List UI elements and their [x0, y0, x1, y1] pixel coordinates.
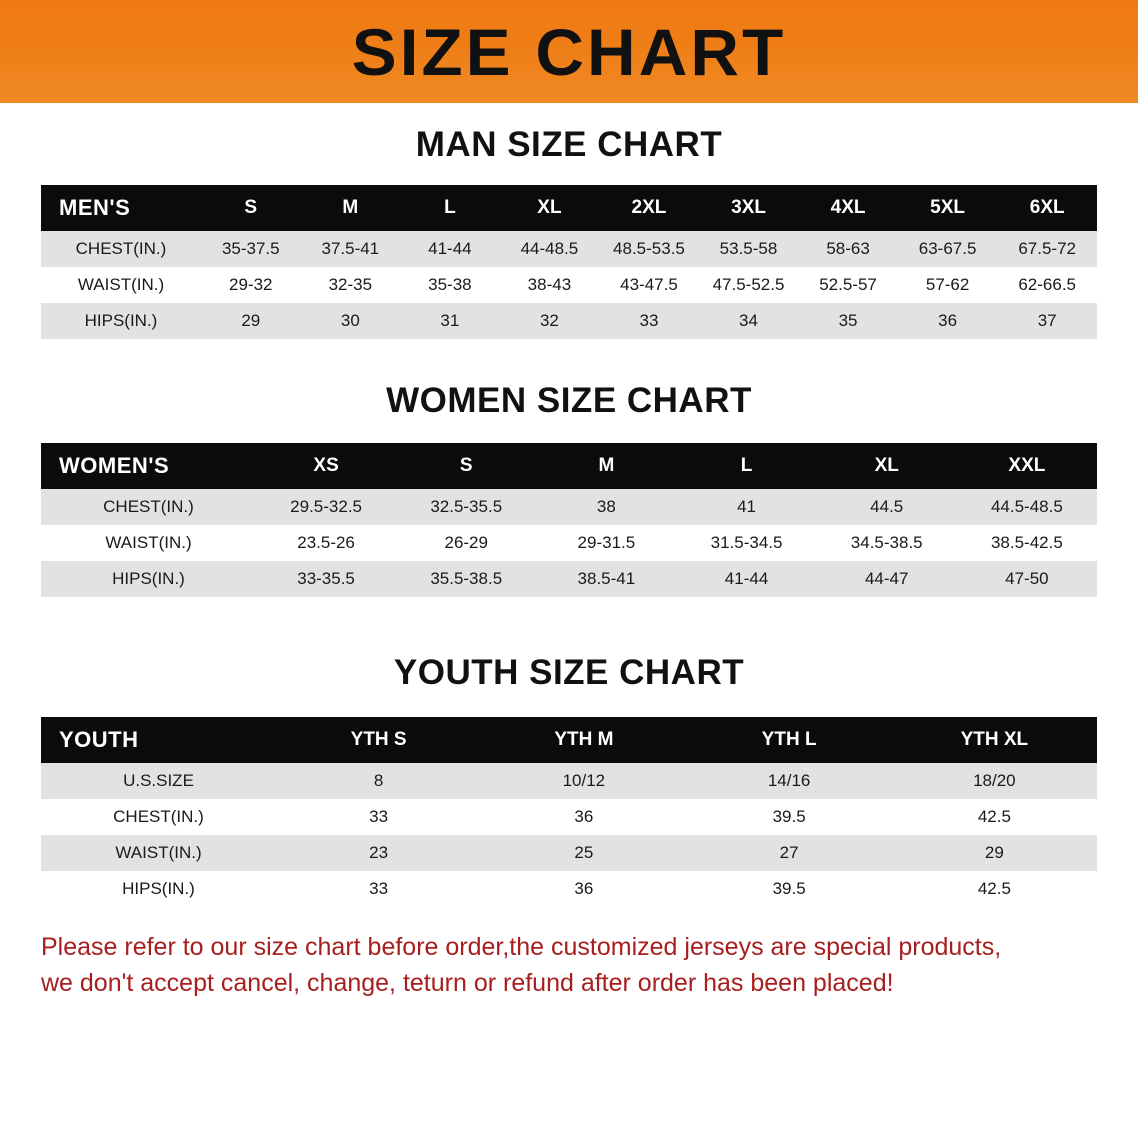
- man-header-cell: L: [400, 185, 500, 231]
- man-header-cell: 4XL: [798, 185, 898, 231]
- women-cell: 26-29: [396, 525, 536, 561]
- youth-cell: 10/12: [481, 763, 686, 799]
- women-cell: 23.5-26: [256, 525, 396, 561]
- table-row: [41, 231, 1097, 267]
- women-cell: 29.5-32.5: [256, 489, 396, 525]
- women-cell: 29-31.5: [536, 525, 676, 561]
- man-cell: 52.5-57: [798, 267, 898, 303]
- youth-header-cell: YTH S: [276, 717, 481, 763]
- women-row-label: CHEST(IN.): [41, 489, 256, 525]
- man-header-cell: 6XL: [997, 185, 1097, 231]
- youth-header-cell: YTH XL: [892, 717, 1097, 763]
- youth-cell: 8: [276, 763, 481, 799]
- man-cell: 31: [400, 303, 500, 339]
- table-row: [41, 871, 1097, 907]
- man-cell: 30: [301, 303, 401, 339]
- women-row-label: WAIST(IN.): [41, 525, 256, 561]
- man-cell: 35-37.5: [201, 231, 301, 267]
- man-header-cell: 3XL: [699, 185, 799, 231]
- youth-cell: 33: [276, 871, 481, 907]
- man-cell: 29: [201, 303, 301, 339]
- women-header-cell: XXL: [957, 443, 1097, 489]
- women-header-cell: L: [676, 443, 816, 489]
- man-cell: 35-38: [400, 267, 500, 303]
- women-cell: 38: [536, 489, 676, 525]
- man-cell: 47.5-52.5: [699, 267, 799, 303]
- women-cell: 38.5-41: [536, 561, 676, 597]
- women-section-heading: WOMEN SIZE CHART: [386, 381, 752, 420]
- man-cell: 37: [997, 303, 1097, 339]
- women-cell: 35.5-38.5: [396, 561, 536, 597]
- youth-row-label: WAIST(IN.): [41, 835, 276, 871]
- women-size-table: [41, 443, 1097, 597]
- youth-cell: 39.5: [687, 799, 892, 835]
- man-table-header-row: [41, 185, 1097, 231]
- man-cell: 63-67.5: [898, 231, 998, 267]
- women-cell: 41-44: [676, 561, 816, 597]
- women-cell: 44-47: [817, 561, 957, 597]
- man-cell: 38-43: [500, 267, 600, 303]
- man-cell: 36: [898, 303, 998, 339]
- man-header-cell: M: [301, 185, 401, 231]
- man-cell: 53.5-58: [699, 231, 799, 267]
- women-cell: 34.5-38.5: [817, 525, 957, 561]
- table-row: [41, 835, 1097, 871]
- page-banner: [0, 0, 1138, 103]
- women-cell: 41: [676, 489, 816, 525]
- youth-cell: 42.5: [892, 799, 1097, 835]
- women-cell: 31.5-34.5: [676, 525, 816, 561]
- women-header-cell: XS: [256, 443, 396, 489]
- youth-row-label: U.S.SIZE: [41, 763, 276, 799]
- youth-table-header-row: [41, 717, 1097, 763]
- youth-section-heading: YOUTH SIZE CHART: [393, 653, 745, 692]
- youth-row-label: HIPS(IN.): [41, 871, 276, 907]
- women-row-label: HIPS(IN.): [41, 561, 256, 597]
- table-row: [41, 561, 1097, 597]
- man-header-cell: XL: [500, 185, 600, 231]
- youth-cell: 36: [481, 871, 686, 907]
- man-cell: 62-66.5: [997, 267, 1097, 303]
- youth-cell: 39.5: [687, 871, 892, 907]
- table-row: [41, 303, 1097, 339]
- man-cell: 34: [699, 303, 799, 339]
- youth-header-cell: YTH L: [687, 717, 892, 763]
- man-cell: 37.5-41: [301, 231, 401, 267]
- man-section-heading: MAN SIZE CHART: [415, 125, 723, 164]
- youth-cell: 18/20: [892, 763, 1097, 799]
- man-cell: 35: [798, 303, 898, 339]
- table-row: [41, 489, 1097, 525]
- women-cell: 33-35.5: [256, 561, 396, 597]
- women-header-cell: S: [396, 443, 536, 489]
- youth-cell: 36: [481, 799, 686, 835]
- man-cell: 32-35: [301, 267, 401, 303]
- man-row-label: HIPS(IN.): [41, 303, 201, 339]
- youth-cell: 23: [276, 835, 481, 871]
- man-cell: 29-32: [201, 267, 301, 303]
- table-row: [41, 267, 1097, 303]
- women-table-header-row: [41, 443, 1097, 489]
- man-cell: 58-63: [798, 231, 898, 267]
- man-cell: 43-47.5: [599, 267, 699, 303]
- youth-table-wrap: [41, 717, 1097, 907]
- women-header-cell: M: [536, 443, 676, 489]
- women-cell: 38.5-42.5: [957, 525, 1097, 561]
- women-table-wrap: [41, 443, 1097, 597]
- man-size-table: [41, 185, 1097, 339]
- man-cell: 57-62: [898, 267, 998, 303]
- youth-cell: 14/16: [687, 763, 892, 799]
- women-cell: 44.5: [817, 489, 957, 525]
- man-row-label: CHEST(IN.): [41, 231, 201, 267]
- policy-note-line-1: Please refer to our size chart before order,the customized jerseys are special products,: [41, 933, 1002, 961]
- man-cell: 32: [500, 303, 600, 339]
- youth-header-cell: YTH M: [481, 717, 686, 763]
- table-row: [41, 525, 1097, 561]
- man-cell: 33: [599, 303, 699, 339]
- policy-note: [41, 929, 1097, 1002]
- man-row-label: WAIST(IN.): [41, 267, 201, 303]
- women-cell: 32.5-35.5: [396, 489, 536, 525]
- women-header-cell: WOMEN'S: [41, 443, 256, 489]
- page-title: SIZE CHART: [351, 14, 787, 89]
- youth-size-table: [41, 717, 1097, 907]
- man-cell: 44-48.5: [500, 231, 600, 267]
- policy-note-line-2: we don't accept cancel, change, teturn or refund after order has been placed!: [41, 969, 894, 998]
- table-row: [41, 799, 1097, 835]
- women-header-cell: XL: [817, 443, 957, 489]
- youth-cell: 29: [892, 835, 1097, 871]
- man-cell: 41-44: [400, 231, 500, 267]
- table-row: [41, 763, 1097, 799]
- youth-cell: 25: [481, 835, 686, 871]
- youth-cell: 42.5: [892, 871, 1097, 907]
- youth-cell: 33: [276, 799, 481, 835]
- man-header-cell: 5XL: [898, 185, 998, 231]
- man-table-wrap: [41, 185, 1097, 339]
- man-cell: 48.5-53.5: [599, 231, 699, 267]
- women-cell: 44.5-48.5: [957, 489, 1097, 525]
- youth-header-cell: YOUTH: [41, 717, 276, 763]
- women-cell: 47-50: [957, 561, 1097, 597]
- youth-row-label: CHEST(IN.): [41, 799, 276, 835]
- man-header-cell: 2XL: [599, 185, 699, 231]
- man-cell: 67.5-72: [997, 231, 1097, 267]
- man-header-cell: MEN'S: [41, 185, 201, 231]
- youth-cell: 27: [687, 835, 892, 871]
- man-header-cell: S: [201, 185, 301, 231]
